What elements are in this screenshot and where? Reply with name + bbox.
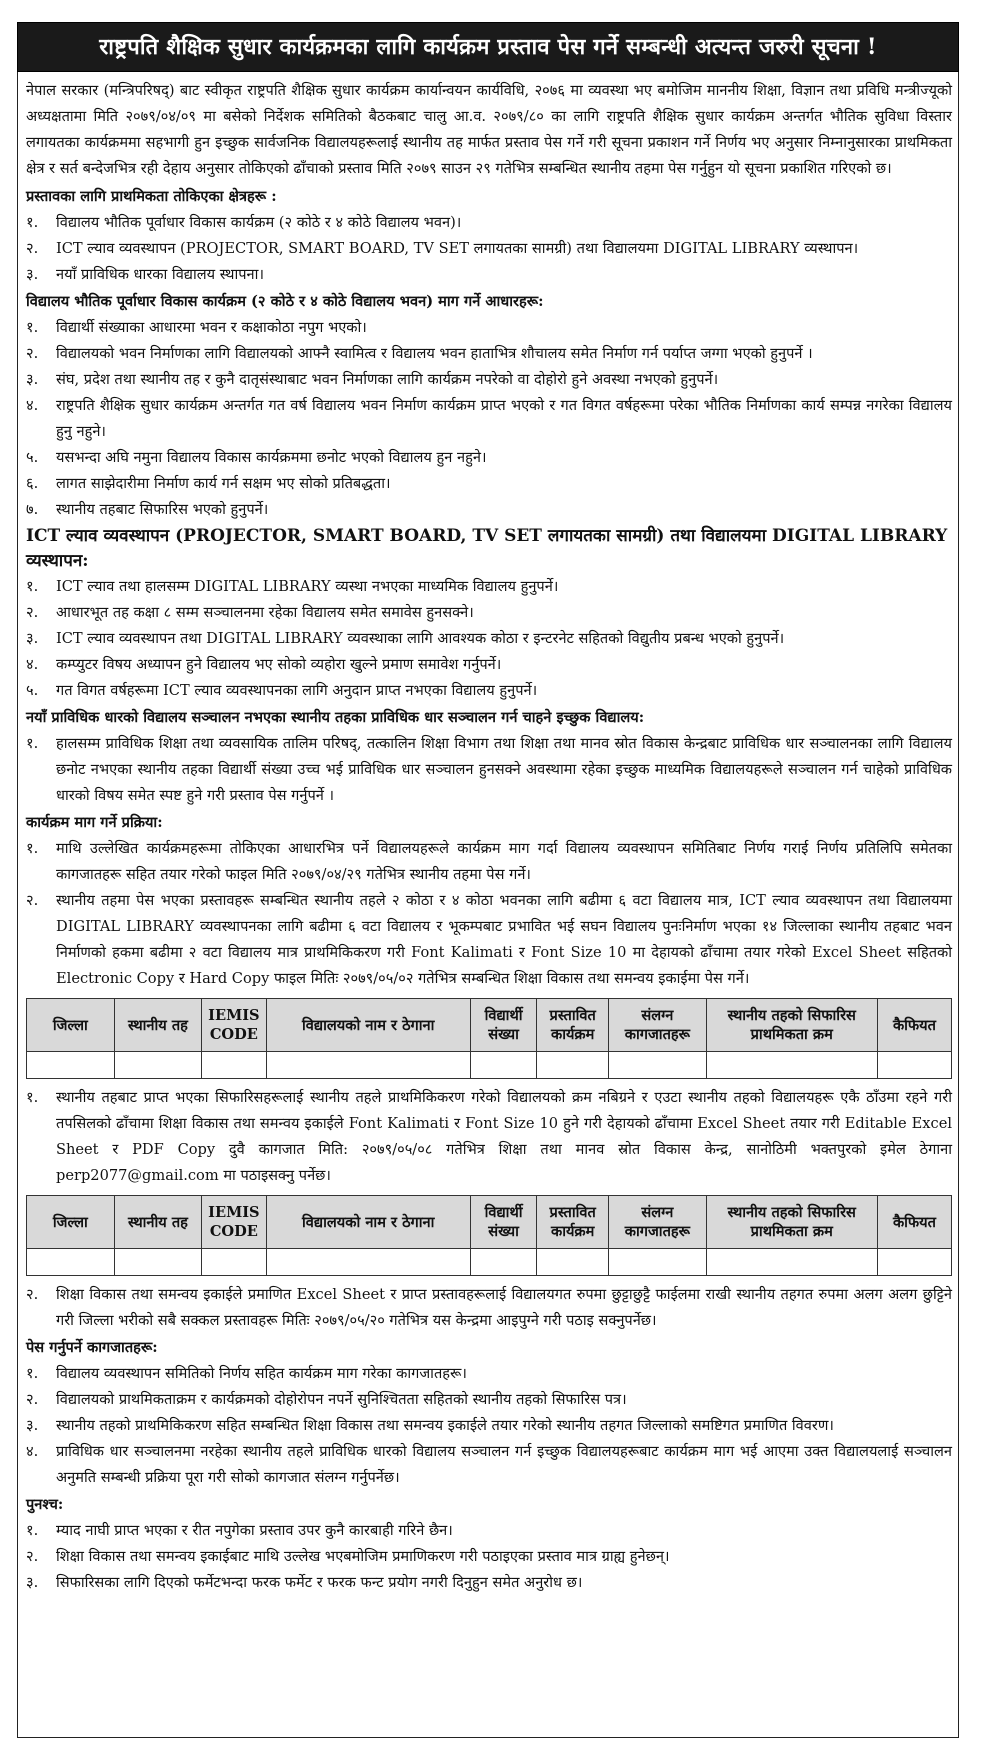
list-item-number: ५. bbox=[26, 682, 39, 699]
list-item-number: १. bbox=[26, 1365, 39, 1382]
list-item bbox=[26, 262, 952, 288]
list-item bbox=[26, 1361, 952, 1387]
table-header-row bbox=[27, 999, 952, 1052]
table-empty-cell bbox=[609, 1052, 706, 1079]
table-empty-cell bbox=[202, 1052, 266, 1079]
table-header-cell: IEMIS CODE bbox=[202, 999, 266, 1052]
list-item-text: माथि उल्लेखित कार्यक्रमहरूमा तोकिएका आधारभित्र पर्ने विद्यालयहरूले कार्यक्रम माग गर्दा विद्यालय व्यवस्थापन समितिबाट निर्णय गराई निर्णय प्रतिलिपि समेतका कागजातहरू सहित तयार गरेको फाइल मिति २०७९/०४/२९ गतेभित्र स्थानीय तहमा पेस गर्ने। bbox=[56, 840, 952, 883]
table-header-cell: जिल्ला bbox=[27, 1196, 115, 1249]
list-item bbox=[26, 1085, 952, 1189]
table-header-cell: स्थानीय तहको सिफारिस प्राथमिकता क्रम bbox=[706, 1196, 877, 1249]
list-item-number: ३. bbox=[26, 630, 39, 647]
notice-title-banner: राष्ट्रपति शैक्षिक सुधार कार्यक्रमका लागि कार्यक्रम प्रस्ताव पेस गर्ने सम्बन्धी अत्यन्त जरुरी सूचना ! bbox=[17, 22, 959, 72]
postscript-heading: पुनश्च: bbox=[26, 1496, 64, 1513]
list-item-number: १. bbox=[26, 578, 39, 595]
section-heading: विद्यालय भौतिक पूर्वाधार विकास कार्यक्रम (२ कोठे र ४ कोठे विद्यालय भवन) माग गर्ने आधारहरू: bbox=[26, 293, 544, 310]
list-item-number: १. bbox=[26, 1522, 39, 1539]
list-item-text: कम्प्युटर विषय अध्यापन हुने विद्यालय भए सोको व्यहोरा खुल्ने प्रमाण समावेश गर्नुपर्ने। bbox=[56, 656, 502, 673]
list-item-text: विद्यार्थी संख्याका आधारमा भवन र कक्षाकोठा नपुग भएको। bbox=[56, 319, 367, 336]
list-item-number: २. bbox=[26, 1548, 39, 1565]
table-header-cell: स्थानीय तह bbox=[114, 999, 202, 1052]
list-item-text: संघ, प्रदेश तथा स्थानीय तह र कुनै दातृसंस्थाबाट भवन निर्माणका लागि कार्यक्रम नपरेको वा दोहोरो हुने अवस्था नभएको हुनुपर्ने। bbox=[56, 371, 719, 388]
postscript-list bbox=[26, 1518, 952, 1596]
section-list bbox=[26, 315, 952, 523]
table-empty-cell bbox=[877, 1052, 951, 1079]
table-header-cell: विद्यार्थी संख्या bbox=[470, 1196, 536, 1249]
list-item-number: ३. bbox=[26, 1574, 39, 1591]
list-item bbox=[26, 678, 952, 704]
table-empty-cell bbox=[266, 1249, 470, 1276]
proposal-format-table-1 bbox=[26, 998, 952, 1079]
table-empty-cell bbox=[537, 1249, 609, 1276]
list-item bbox=[26, 574, 952, 600]
list-item bbox=[26, 1387, 952, 1413]
list-item-text: ICT ल्याव व्यवस्थापन तथा DIGITAL LIBRARY व्यवस्थाका लागि आवश्यक कोठा र इन्टरनेट सहितको विद्युतीय प्रबन्ध भएको हुनुपर्ने। bbox=[56, 630, 785, 647]
table-header-cell: स्थानीय तह bbox=[114, 1196, 202, 1249]
list-item bbox=[26, 471, 952, 497]
list-item-text: विद्यालय व्यवस्थापन समितिको निर्णय सहित कार्यक्रम माग गरेका कागजातहरू। bbox=[56, 1365, 467, 1382]
list-item-text: विद्यालय भौतिक पूर्वाधार विकास कार्यक्रम (२ कोठे र ४ कोठे विद्यालय भवन)। bbox=[56, 214, 462, 231]
list-item-text: हालसम्म प्राविधिक शिक्षा तथा व्यवसायिक तालिम परिषद्, तत्कालिन शिक्षा विभाग तथा शिक्षा तथा मानव स्रोत विकास केन्द्रबाट प्राविधिक धार सञ्चालनका लागि विद्यालय छनोट नभएका स्थानीय तहका विद्यार्थी संख्या उच्च भई प्राविधिक धार सञ्चालन हुनसक्ने अवस्थामा रहेका इच्छुक माध्यमिक विद्यालयहरूले सञ्चालन गर्न चाहेको प्राविधिक धारको विषय समेत स्पष्ट हुने गरी प्रस्ताव पेस गर्नुपर्ने । bbox=[56, 735, 952, 804]
list-item-number: १. bbox=[26, 840, 39, 857]
list-item bbox=[26, 1544, 952, 1570]
list-item-number: ४. bbox=[26, 397, 39, 414]
table-header-cell: कैफियत bbox=[877, 1196, 951, 1249]
list-item bbox=[26, 210, 952, 236]
table-blank-row bbox=[27, 1249, 952, 1276]
table-empty-cell bbox=[470, 1052, 536, 1079]
table-empty-cell bbox=[470, 1249, 536, 1276]
list-item-number: २. bbox=[26, 345, 39, 362]
list-item-text: प्राविधिक धार सञ्चालनमा नरहेका स्थानीय तहले प्राविधिक धारको विद्यालय सञ्चालन गर्न इच्छुक विद्यालयहरूबाट कार्यक्रम माग भई आएमा उक्त विद्यालयलाई सञ्चालन अनुमति सम्बन्धी प्रक्रिया पूरा गरी सोको कागजात संलग्न गर्नुपर्नेछ। bbox=[56, 1443, 952, 1486]
list-item bbox=[26, 445, 952, 471]
post-table-1-list bbox=[26, 1085, 952, 1189]
list-item bbox=[26, 652, 952, 678]
post-table-2-list bbox=[26, 1282, 952, 1334]
list-item-text: आधारभूत तह कक्षा ८ सम्म सञ्चालनमा रहेका विद्यालय समेत समावेस हुनसक्ने। bbox=[56, 604, 474, 621]
list-item bbox=[26, 600, 952, 626]
table-header-cell: विद्यार्थी संख्या bbox=[470, 999, 536, 1052]
list-item-number: ६. bbox=[26, 475, 39, 492]
list-item-number: ५. bbox=[26, 449, 39, 466]
list-item-number: ३. bbox=[26, 266, 39, 283]
documents-heading: पेस गर्नुपर्ने कागजातहरू: bbox=[26, 1339, 158, 1356]
table-empty-cell bbox=[114, 1249, 202, 1276]
table-empty-cell bbox=[706, 1249, 877, 1276]
table-header-cell: प्रस्तावित कार्यक्रम bbox=[537, 1196, 609, 1249]
list-item-text: स्थानीय तहबाट सिफारिस भएको हुनुपर्ने। bbox=[56, 501, 269, 518]
list-item-text: शिक्षा विकास तथा समन्वय इकाईले प्रमाणित Excel Sheet र प्राप्त प्रस्तावहरूलाई विद्यालयगत रुपमा छुट्टाछुट्टै फाईलमा राखी स्थानीय तहगत रुपमा अलग अलग छुट्टिने गरी जिल्ला भरीको सबै सक्कल प्रस्तावहरू मितिः २०७९/०५/२० गतेभित्र यस केन्द्रमा आइपुग्ने गरी पठाइ सक्नुपर्नेछ। bbox=[56, 1286, 952, 1329]
list-item-text: लागत साझेदारीमा निर्माण कार्य गर्न सक्षम भए सोको प्रतिबद्धता। bbox=[56, 475, 391, 492]
list-item bbox=[26, 626, 952, 652]
section-list bbox=[26, 574, 952, 704]
list-item-number: १. bbox=[26, 319, 39, 336]
list-item-text: स्थानीय तहबाट प्राप्त भएका सिफारिसहरूलाई स्थानीय तहले प्राथमिकिकरण गरेको विद्यालयको क्रम नबिग्रने र एउटा स्थानीय तहको विद्यालयहरू एकै ठाँउमा रहने गरी तपसिलको ढाँचामा शिक्षा विकास तथा समन्वय इकाईले Font Kalimati र Font Size 10 हुने गरी देहायको ढाँचामा Excel Sheet तयार गरी Editable Excel Sheet र PDF Copy दुवै कागजात मिति: २०७९/०५/०८ गतेभित्र शिक्षा तथा मानव स्रोत विकास केन्द्र, सानोठिमी भक्तपुरको इमेल ठेगाना perp2077@gmail.com मा पठाइसक्नु पर्नेछ। bbox=[56, 1089, 952, 1184]
list-item bbox=[26, 497, 952, 523]
list-item-number: १. bbox=[26, 1089, 39, 1106]
list-item-text: ICT ल्याव तथा हालसम्म DIGITAL LIBRARY व्यस्था नभएका माध्यमिक विद्यालय हुनुपर्ने। bbox=[56, 578, 559, 595]
list-item bbox=[26, 341, 952, 367]
table-blank-row bbox=[27, 1052, 952, 1079]
section-list bbox=[26, 836, 952, 992]
list-item-number: २. bbox=[26, 892, 39, 909]
list-item-text: विद्यालयको भवन निर्माणका लागि विद्यालयको आफ्नै स्वामित्व र विद्यालय भवन हाताभित्र शौचालय समेत निर्माण गर्न पर्याप्त जग्गा भएको हुनुपर्ने । bbox=[56, 345, 813, 362]
list-item-text: गत विगत वर्षहरूमा ICT ल्याव व्यवस्थापनका लागि अनुदान प्राप्त नभएका विद्यालय हुनुपर्ने। bbox=[56, 682, 538, 699]
table-header-row bbox=[27, 1196, 952, 1249]
list-item-text: स्थानीय तहमा पेस भएका प्रस्तावहरू सम्बन्धित स्थानीय तहले २ कोठा र ४ कोठा भवनका लागि बढीमा ६ वटा विद्यालय मात्र, ICT ल्याव व्यवस्थापन तथा विद्यालयमा DIGITAL LIBRARY व्यवस्थापनका लागि बढीमा ६ वटा विद्यालय र भूकम्पबाट प्रभावित भई सघन विद्यालय पुनःनिर्माण भएका १४ जिल्लाका स्थानीय तहबाट भवन निर्माणको हकमा बढीमा २ वटा विद्यालय मात्र प्राथमिकिकरण गरी Font Kalimati र Font Size 10 मा देहायको ढाँचामा तयार गरेको Excel Sheet सहितको Electronic Copy र Hard Copy फाइल मितिः २०७९/०५/०२ गतेभित्र सम्बन्धित शिक्षा विकास तथा समन्वय इकाईमा पेस गर्ने। bbox=[56, 892, 952, 987]
table-header-cell: जिल्ला bbox=[27, 999, 115, 1052]
list-item-number: १. bbox=[26, 735, 39, 752]
section-list bbox=[26, 210, 952, 288]
list-item-number: २. bbox=[26, 240, 39, 257]
list-item bbox=[26, 888, 952, 992]
list-item-number: २. bbox=[26, 1286, 39, 1303]
table-empty-cell bbox=[706, 1052, 877, 1079]
table-empty-cell bbox=[202, 1249, 266, 1276]
section-heading: कार्यक्रम माग गर्ने प्रक्रिया: bbox=[26, 814, 163, 831]
list-item-number: २. bbox=[26, 604, 39, 621]
list-item-number: ७. bbox=[26, 501, 39, 518]
table-empty-cell bbox=[877, 1249, 951, 1276]
notice-body bbox=[17, 72, 959, 1738]
table-empty-cell bbox=[114, 1052, 202, 1079]
list-item-text: यसभन्दा अघि नमुना विद्यालय विकास कार्यक्रममा छनोट भएको विद्यालय हुन नहुने। bbox=[56, 449, 487, 466]
list-item-text: ICT ल्याव व्यवस्थापन (PROJECTOR, SMART BOARD, TV SET लगायतका सामग्री) तथा विद्यालयमा DIGITAL LIBRARY व्यस्थापन। bbox=[56, 240, 859, 257]
table-header-cell: प्रस्तावित कार्यक्रम bbox=[537, 999, 609, 1052]
list-item-text: विद्यालयको प्राथमिकताक्रम र कार्यक्रमको दोहोरोपन नपर्ने सुनिश्चितता सहितको स्थानीय तहको सिफारिस पत्र। bbox=[56, 1391, 627, 1408]
list-item-text: स्थानीय तहको प्राथमिकिकरण सहित सम्बन्धित शिक्षा विकास तथा समन्वय इकाईले तयार गरेको स्थानीय तहगत जिल्लाको समष्टिगत प्रमाणित विवरण। bbox=[56, 1417, 834, 1434]
table-header-cell: IEMIS CODE bbox=[202, 1196, 266, 1249]
list-item bbox=[26, 1439, 952, 1491]
intro-paragraph: नेपाल सरकार (मन्त्रिपरिषद्) बाट स्वीकृत राष्ट्रपति शैक्षिक सुधार कार्यक्रम कार्यान्वयन कार्यविधि, २०७६ मा व्यवस्था भए बमोजिम माननीय शिक्षा, विज्ञान तथा प्रविधि मन्त्रीज्यूको अध्यक्षतामा मिति २०७९/०४/०९ मा बसेको निर्देशक समितिको बैठकबाट चालु आ.व. २०७९/८० का लागि राष्ट्रपति शैक्षिक सुधार कार्यक्रम अन्तर्गत भौतिक सुविधा विस्तार लगायतका कार्यक्रममा सहभागी हुन इच्छुक सार्वजनिक विद्यालयहरूलाई स्थानीय तह मार्फत प्रस्ताव पेस गर्ने गरी सूचना प्रकाशन गर्ने निर्णय भए अनुसार निम्नानुसारका प्राथमिकता क्षेत्र र सर्त बन्देजभित्र रही देहाय अनुसार तोकिएको ढाँचाको प्रस्ताव मिति २०७९ साउन २९ गतेभित्र सम्बन्धित स्थानीय तहमा पेस गर्नुहुन यो सूचना प्रकाशित गरिएको छ। bbox=[26, 82, 952, 177]
section-list bbox=[26, 731, 952, 809]
notice-sections bbox=[26, 184, 952, 992]
section-heading: ICT ल्याव व्यवस्थापन (PROJECTOR, SMART BOARD, TV SET लगायतका सामग्री) तथा विद्यालयमा DIGITAL LIBRARY व्यस्थापन: bbox=[26, 526, 948, 571]
list-item bbox=[26, 393, 952, 445]
list-item bbox=[26, 836, 952, 888]
table-empty-cell bbox=[537, 1052, 609, 1079]
list-item bbox=[26, 1282, 952, 1334]
list-item bbox=[26, 1518, 952, 1544]
list-item-number: ३. bbox=[26, 371, 39, 388]
section-heading: नयाँ प्राविधिक धारको विद्यालय सञ्चालन नभएका स्थानीय तहका प्राविधिक धार सञ्चालन गर्न चाहने इच्छुक विद्यालय: bbox=[26, 709, 645, 726]
table-header-cell: स्थानीय तहको सिफारिस प्राथमिकता क्रम bbox=[706, 999, 877, 1052]
list-item bbox=[26, 1413, 952, 1439]
table-header-cell: विद्यालयको नाम र ठेगाना bbox=[266, 999, 470, 1052]
list-item-text: सिफारिसका लागि दिएको फर्मेटभन्दा फरक फर्मेट र फरक फन्ट प्रयोग नगरी दिनुहुन समेत अनुरोध छ। bbox=[56, 1574, 583, 1591]
list-item-text: शिक्षा विकास तथा समन्वय इकाईबाट माथि उल्लेख भएबमोजिम प्रमाणिकरण गरी पठाइएका प्रस्ताव मात्र ग्राह्य हुनेछन्। bbox=[56, 1548, 670, 1565]
list-item bbox=[26, 1570, 952, 1596]
table-header-cell: संलग्न कागजातहरू bbox=[609, 1196, 706, 1249]
list-item-number: १. bbox=[26, 214, 39, 231]
proposal-format-table-2 bbox=[26, 1195, 952, 1276]
list-item-number: ४. bbox=[26, 656, 39, 673]
table-empty-cell bbox=[27, 1052, 115, 1079]
list-item bbox=[26, 731, 952, 809]
table-empty-cell bbox=[27, 1249, 115, 1276]
list-item bbox=[26, 367, 952, 393]
list-item-text: नयाँ प्राविधिक धारका विद्यालय स्थापना। bbox=[56, 266, 264, 283]
list-item bbox=[26, 236, 952, 262]
list-item-text: राष्ट्रपति शैक्षिक सुधार कार्यक्रम अन्तर्गत गत वर्ष विद्यालय भवन निर्माण कार्यक्रम प्राप्त भएको र गत विगत वर्षहरूमा परेका भौतिक निर्माणका कार्य सम्पन्न नगरेका विद्यालय हुनु नहुने। bbox=[56, 397, 952, 440]
list-item-number: २. bbox=[26, 1391, 39, 1408]
table-empty-cell bbox=[266, 1052, 470, 1079]
list-item-number: ३. bbox=[26, 1417, 39, 1434]
table-header-cell: विद्यालयको नाम र ठेगाना bbox=[266, 1196, 470, 1249]
table-header-cell: संलग्न कागजातहरू bbox=[609, 999, 706, 1052]
list-item bbox=[26, 315, 952, 341]
table-header-cell: कैफियत bbox=[877, 999, 951, 1052]
section-heading: प्रस्तावका लागि प्राथमिकता तोकिएका क्षेत्रहरू : bbox=[26, 188, 277, 205]
table-empty-cell bbox=[609, 1249, 706, 1276]
documents-list bbox=[26, 1361, 952, 1491]
list-item-number: ४. bbox=[26, 1443, 39, 1460]
list-item-text: म्याद नाघी प्राप्त भएका र रीत नपुगेका प्रस्ताव उपर कुनै कारबाही गरिने छैन। bbox=[56, 1522, 453, 1539]
